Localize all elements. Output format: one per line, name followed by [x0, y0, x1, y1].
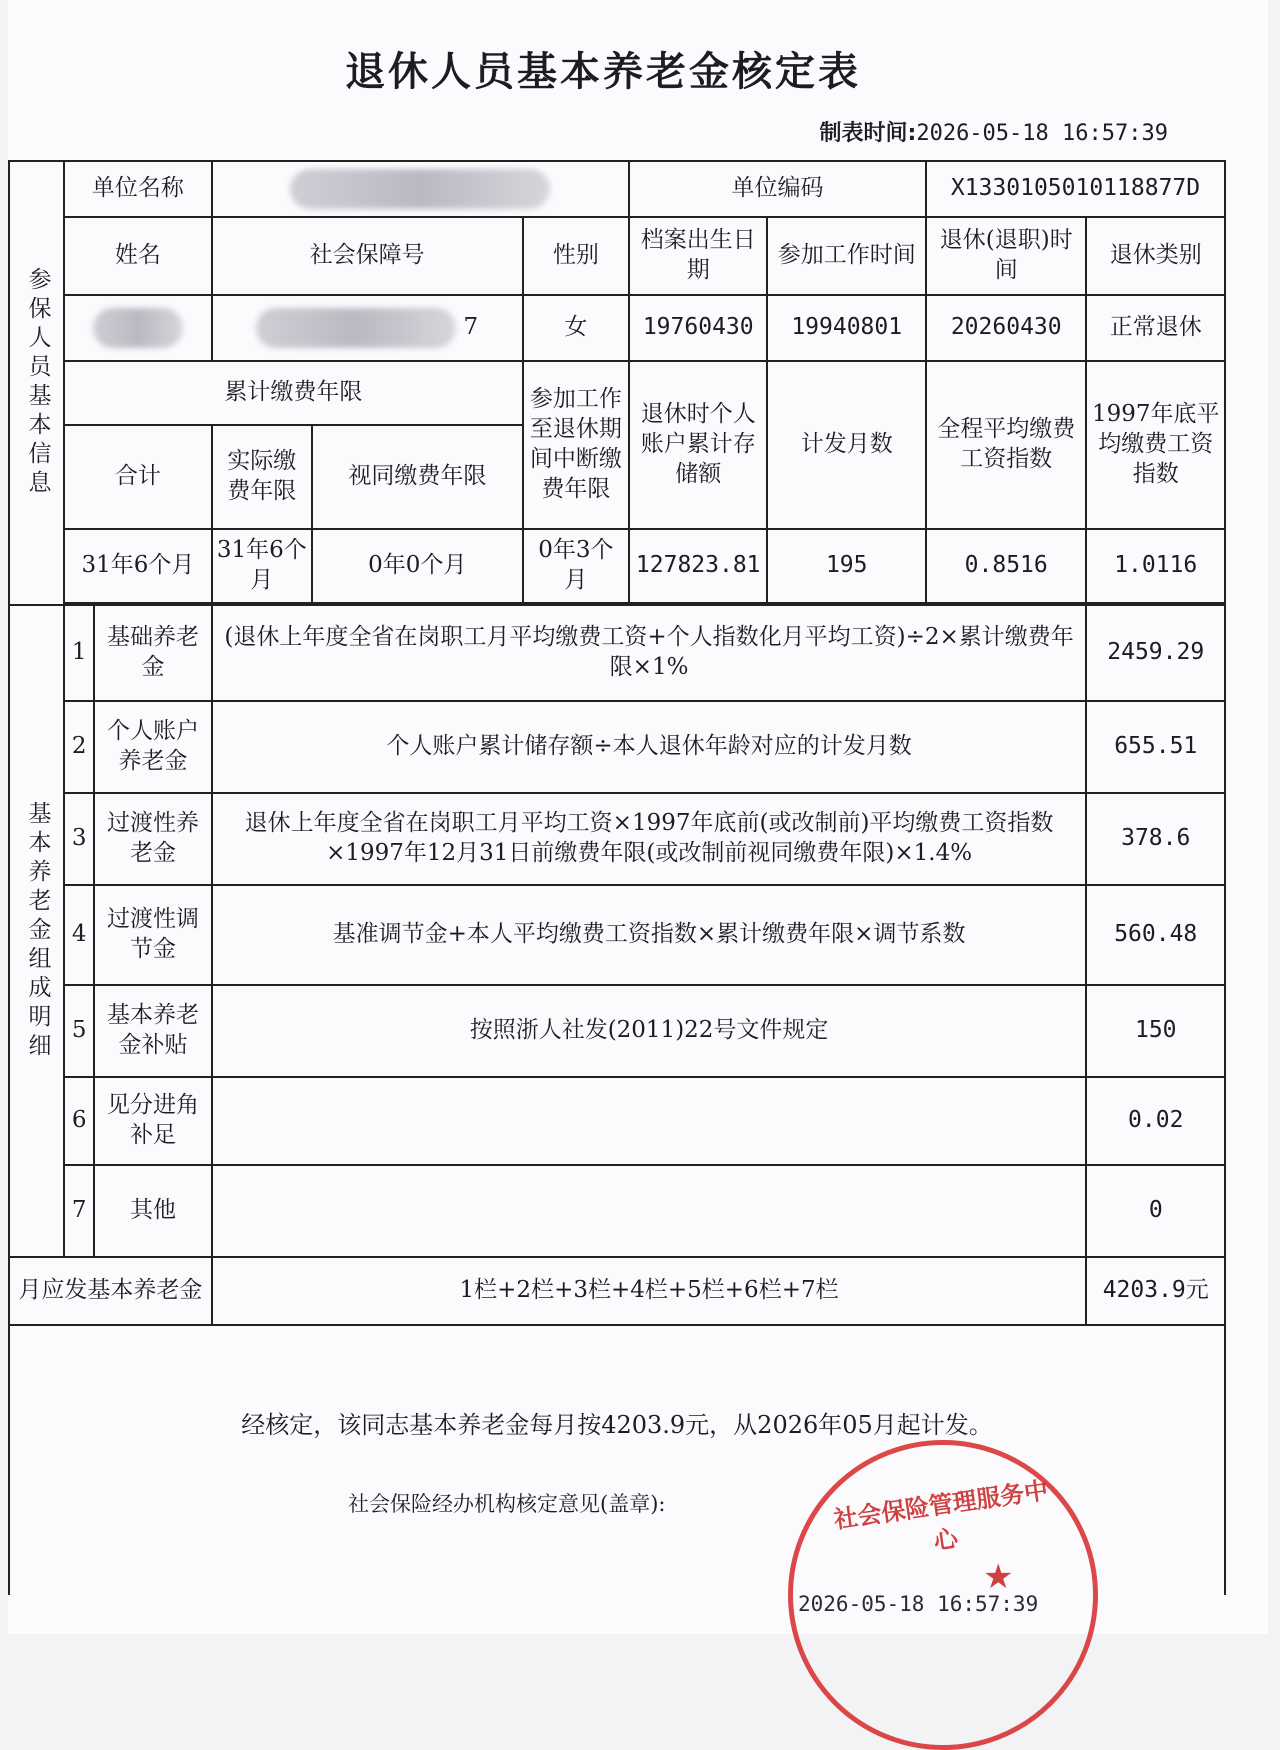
item-4-formula: 基准调节金+本人平均缴费工资指数×累计缴费年限×调节系数: [212, 885, 1087, 985]
birth-value: 19760430: [629, 295, 767, 361]
cumulative-years-label: 累计缴费年限: [64, 361, 522, 425]
retire-time-header: 退休(退职)时间: [926, 217, 1087, 295]
item-1-amount: 2459.29: [1086, 605, 1225, 701]
interrupt-years-label: 参加工作至退休期间中断缴费年限: [523, 361, 629, 529]
monthly-total-amount: 4203.9元: [1086, 1257, 1225, 1325]
item-3-formula: 退休上年度全省在岗职工月平均工资×1997年底前(或改制前)平均缴费工资指数×1997年12月31日前缴费年限(或改制前视同缴费年限)×1.4%: [212, 793, 1087, 885]
item-2-no: 2: [64, 701, 94, 793]
gender-value: 女: [523, 295, 629, 361]
made-time-value: 2026-05-18 16:57:39: [916, 121, 1168, 146]
seal-text: 社会保险管理服务中心: [832, 1476, 1050, 1556]
index-1997-label: 1997年底平均缴费工资指数: [1086, 361, 1225, 529]
item-3-no: 3: [64, 793, 94, 885]
account-balance-label: 退休时个人账户累计存储额: [629, 361, 767, 529]
work-start-header: 参加工作时间: [767, 217, 926, 295]
unit-name-value: [212, 161, 629, 217]
item-6-formula: [212, 1077, 1087, 1165]
name-value: [64, 295, 211, 361]
unit-code-value: X1330105010118877D: [926, 161, 1225, 217]
item-1-no: 1: [64, 605, 94, 701]
item-5-name: 基本养老金补贴: [94, 985, 211, 1077]
item-6-no: 6: [64, 1077, 94, 1165]
section-basic-info-label: 参保人员基本信息: [9, 161, 64, 605]
item-row-2: [9, 701, 1225, 793]
work-start-value: 19940801: [767, 295, 926, 361]
item-row-3: [9, 793, 1225, 885]
person-header-row: [9, 217, 1225, 295]
birth-header: 档案出生日期: [629, 217, 767, 295]
retire-time-value: 20260430: [926, 295, 1087, 361]
item-7-name: 其他: [94, 1165, 211, 1257]
item-3-name: 过渡性养老金: [94, 793, 211, 885]
item-4-name: 过渡性调节金: [94, 885, 211, 985]
index-1997-value: 1.0116: [1086, 529, 1225, 603]
ssn-header: 社会保障号: [212, 217, 523, 295]
deemed-years-value: 0年0个月: [312, 529, 523, 603]
deemed-years-label: 视同缴费年限: [312, 425, 523, 529]
payout-months-label: 计发月数: [767, 361, 926, 529]
item-3-amount: 378.6: [1086, 793, 1225, 885]
actual-years-value: 31年6个月: [212, 529, 312, 603]
made-time-label: 制表时间:: [819, 121, 917, 146]
item-1-name: 基础养老金: [94, 605, 211, 701]
item-6-amount: 0.02: [1086, 1077, 1225, 1165]
item-2-formula: 个人账户累计储存额÷本人退休年龄对应的计发月数: [212, 701, 1087, 793]
retire-type-value: 正常退休: [1086, 295, 1225, 361]
item-1-formula: (退休上年度全省在岗职工月平均缴费工资+个人指数化月平均工资)÷2×累计缴费年限×1%: [212, 605, 1087, 701]
years-header-row-1: [9, 361, 1225, 425]
item-7-no: 7: [64, 1165, 94, 1257]
item-5-amount: 150: [1086, 985, 1225, 1077]
person-value-row: [9, 295, 1225, 361]
approval-opinion: 社会保险经办机构核定意见(盖章):: [348, 1492, 666, 1516]
avg-index-value: 0.8516: [926, 529, 1087, 603]
item-row-5: [9, 985, 1225, 1077]
ssn-tail: 7: [463, 314, 479, 340]
item-2-amount: 655.51: [1086, 701, 1225, 793]
item-5-no: 5: [64, 985, 94, 1077]
item-2-name: 个人账户养老金: [94, 701, 211, 793]
monthly-total-label: 月应发基本养老金: [9, 1257, 212, 1325]
unit-name-label: 单位名称: [64, 161, 211, 217]
retire-type-header: 退休类别: [1086, 217, 1225, 295]
seal-time: 2026-05-18 16:57:39: [798, 1592, 1039, 1616]
account-balance-value: 127823.81: [629, 529, 767, 603]
item-7-formula: [212, 1165, 1087, 1257]
item-5-formula: 按照浙人社发(2011)22号文件规定: [212, 985, 1087, 1077]
item-row-4: [9, 885, 1225, 985]
pension-table: [8, 160, 1226, 1595]
section-breakdown-label: 基本养老金组成明细: [9, 605, 64, 1257]
unit-row: [9, 161, 1225, 217]
summary-text: 经核定，该同志基本养老金每月按4203.9元，从2026年05月起计发。: [241, 1411, 993, 1439]
item-7-amount: 0: [1086, 1165, 1225, 1257]
unit-code-label: 单位编码: [629, 161, 926, 217]
item-6-name: 见分进角补足: [94, 1077, 211, 1165]
monthly-total-formula: 1栏+2栏+3栏+4栏+5栏+6栏+7栏: [212, 1257, 1087, 1325]
seal-star-icon: ★: [983, 1557, 1014, 1597]
page-title: 退休人员基本养老金核定表: [345, 49, 861, 95]
payout-months-value: 195: [767, 529, 926, 603]
item-4-amount: 560.48: [1086, 885, 1225, 985]
actual-years-label: 实际缴费年限: [212, 425, 312, 529]
item-row-1: [9, 605, 1225, 701]
name-header: 姓名: [64, 217, 211, 295]
item-row-7: [9, 1165, 1225, 1257]
years-value-row: [9, 529, 1225, 603]
total-years-label: 合计: [64, 425, 211, 529]
total-years-value: 31年6个月: [64, 529, 211, 603]
redacted-unit-name: [290, 169, 550, 209]
pension-form-sheet: [8, 0, 1268, 1634]
interrupt-years-value: 0年3个月: [523, 529, 629, 603]
item-4-no: 4: [64, 885, 94, 985]
ssn-value: [212, 295, 523, 361]
item-row-6: [9, 1077, 1225, 1165]
avg-index-label: 全程平均缴费工资指数: [926, 361, 1087, 529]
monthly-total-row: [9, 1257, 1225, 1325]
gender-header: 性别: [523, 217, 629, 295]
redacted-ssn: [256, 308, 456, 348]
made-time: [820, 116, 1168, 147]
redacted-name: [93, 308, 183, 348]
